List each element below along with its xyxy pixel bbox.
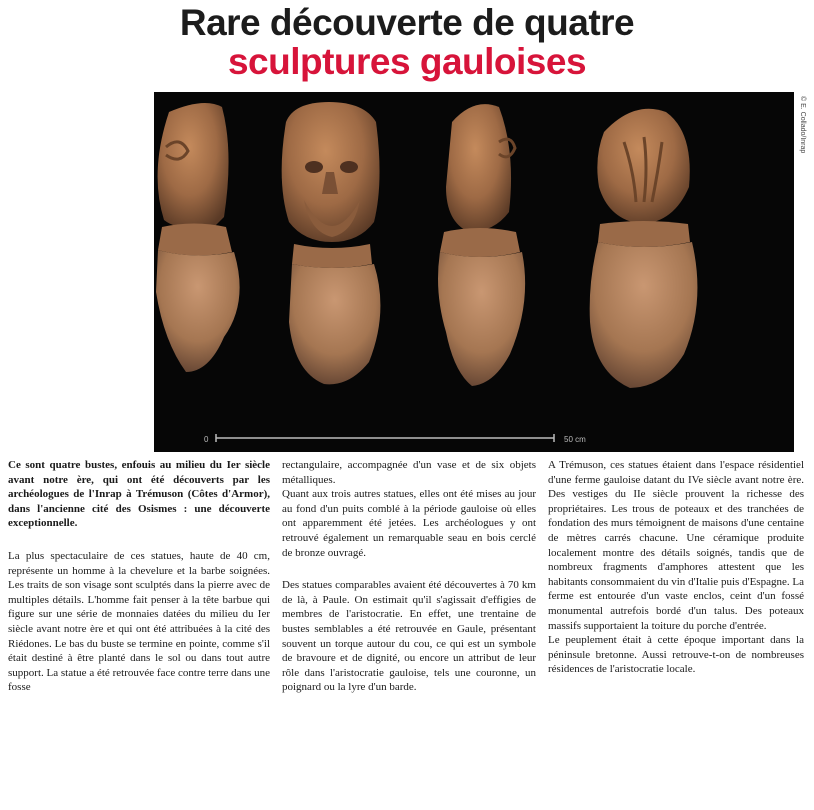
headline-line-1: Rare découverte de quatre [179,2,635,43]
article-column-2 [282,458,536,695]
scale-bar [204,434,586,444]
scale-end-label: 50 cm [564,435,586,444]
article-paragraph-3: Quant aux trois autres statues, elles ont été mises au jour au fond d'un puits comblé à la période gauloise où elles ont apparemment été jetées. Les archéologues y ont retrouvé également un remarquable seau en bois cerclé de bronze ouvragé. [282,488,536,559]
photo-credit [796,96,808,166]
article-paragraph-2: rectangulaire, accompagnée d'un vase et de six objets métalliques. [282,459,536,486]
sculptures-illustration [154,92,794,452]
sculptures-photo [154,92,794,452]
article-paragraph-1: La plus spectaculaire de ces statues, haute de 40 cm, représente un homme à la chevelure et la barbe soignées. Les traits de son visage sont sculptés dans la pierre avec de multiples détails. L'homme fait penser à la tête barbue qui figure sur une série de monnaies datées du milieu du Ier siècle avant notre ère et qui ont été attribuées à la cité des Riédones. Le bas du buste se termine en pointe, comme s'il était destiné à être planté dans le sol ou dans tout autre support. La statue a été retrouvée face contre terre dans une fosse [8,549,270,694]
photo-credit-text: © E. Collado/Inrap [799,96,806,154]
article-paragraph-4: Des statues comparables avaient été découvertes à 70 km de là, à Paule. On estimait qu'il s'agissait d'effigies de membres de l'aristocratie. En effet, une trentaine de bustes semblables a été retrouvée en Gaule, présentant souvent un torque autour du cou, ce qui est un symbole de bravoure et de dignité, ou encore un attribut de leur rôle dans l'aristocratie gauloise, tels une couronne, un poignard ou la lyre d'un barde. [282,579,536,694]
article-column-1 [8,458,270,695]
article-paragraph-5: A Trémuson, ces statues étaient dans l'espace résidentiel d'une ferme gauloise datant du IVe siècle avant notre ère. Des vestiges du IIe siècle prouvent la richesse des propriétaires. Les trous de poteaux et des tranchées de fondation des murs témoignent de maisons d'une centaine de mètres carrés chacune. Une céramique produite localement montre des détails soignés, tandis que de nombreux fragments d'amphores attestent que les habitants consommaient du vin d'Italie puis d'Espagne. La ferme est entourée d'un vaste enclos, ceint d'un fossé monumental autrefois bordé d'un talus. Des poteaux massifs supportaient la toiture du porche d'entrée. [548,459,804,632]
bust-back-hair [590,109,698,388]
bust-side-right [438,104,525,386]
bust-bearded-face [282,102,381,384]
bust-side-left [156,103,240,372]
article-paragraph-6: Le peuplement était à cette époque important dans la péninsule bretonne. Aussi retrouve-t-on de nombreuses résidences de l'aristocratie locale. [548,634,804,676]
article-column-3 [548,458,804,677]
scale-start-label: 0 [204,435,209,444]
article-lead: Ce sont quatre bustes, enfouis au milieu du Ier siècle avant notre ère, qui ont été découverts par les archéologues de l'Inrap à Trémuson (Côtes d'Armor), dans l'ancienne cité des Osismes : une découverte exceptionnelle. [8,459,270,530]
headline-line-2: sculptures gauloises [227,41,587,82]
